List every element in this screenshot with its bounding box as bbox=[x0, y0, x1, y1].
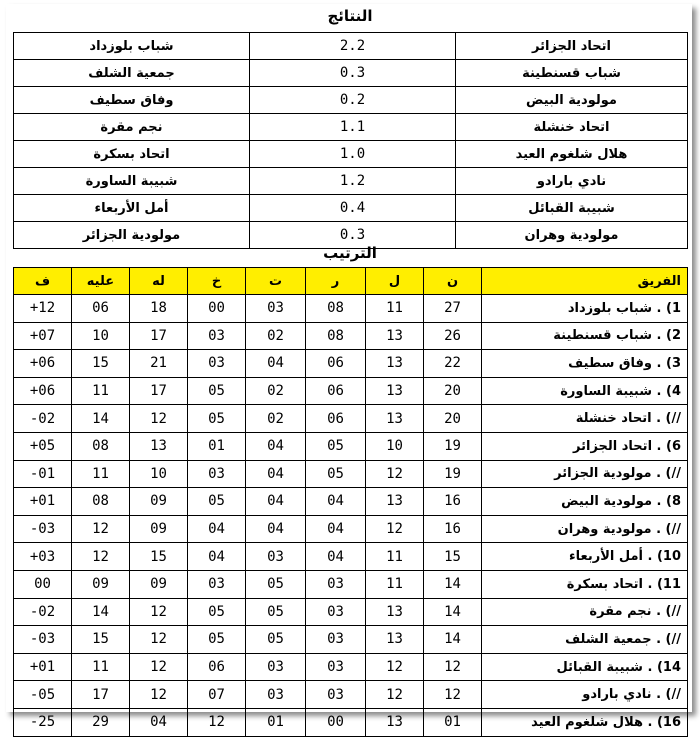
won: 05 bbox=[306, 460, 366, 488]
result-row bbox=[14, 87, 688, 114]
team-name: 8) . مولودية البيض bbox=[482, 488, 688, 516]
won: 03 bbox=[306, 681, 366, 709]
result-row bbox=[14, 141, 688, 168]
team-name: //) . نجم مقرة bbox=[482, 598, 688, 626]
standings-header-row bbox=[14, 268, 688, 295]
played: 11 bbox=[366, 570, 424, 598]
lost: 05 bbox=[188, 626, 246, 654]
header-diff: ف bbox=[14, 268, 72, 295]
goals-against: 11 bbox=[72, 377, 130, 405]
goals-for: 17 bbox=[130, 377, 188, 405]
home-team: اتحاد خنشلة bbox=[456, 114, 688, 141]
header-lost: خ bbox=[188, 268, 246, 295]
lost: 05 bbox=[188, 377, 246, 405]
goals-for: 18 bbox=[130, 295, 188, 323]
result-row bbox=[14, 33, 688, 60]
goals-for: 09 bbox=[130, 570, 188, 598]
draw: 02 bbox=[246, 322, 306, 350]
team-name: 3) . وفاق سطيف bbox=[482, 350, 688, 378]
points: 26 bbox=[424, 322, 482, 350]
team-name: 1) . شباب بلوزداد bbox=[482, 295, 688, 323]
result-row bbox=[14, 195, 688, 222]
draw: 01 bbox=[246, 708, 306, 736]
standings-row bbox=[14, 350, 688, 378]
result-row bbox=[14, 168, 688, 195]
goals-for: 12 bbox=[130, 653, 188, 681]
team-name: 6) . اتحاد الجزائر bbox=[482, 432, 688, 460]
home-team: اتحاد الجزائر bbox=[456, 33, 688, 60]
standings-row bbox=[14, 598, 688, 626]
draw: 02 bbox=[246, 377, 306, 405]
lost: 05 bbox=[188, 488, 246, 516]
goal-difference: -03 bbox=[14, 515, 72, 543]
points: 12 bbox=[424, 681, 482, 709]
lost: 04 bbox=[188, 515, 246, 543]
draw: 04 bbox=[246, 488, 306, 516]
home-team: مولودية وهران bbox=[456, 222, 688, 249]
points: 16 bbox=[424, 515, 482, 543]
goal-difference: -02 bbox=[14, 405, 72, 433]
played: 13 bbox=[366, 350, 424, 378]
won: 06 bbox=[306, 405, 366, 433]
draw: 04 bbox=[246, 350, 306, 378]
away-team: شباب بلوزداد bbox=[14, 33, 250, 60]
score: 0.3 bbox=[250, 60, 456, 87]
standings-row bbox=[14, 405, 688, 433]
goal-difference: +07 bbox=[14, 322, 72, 350]
goals-against: 14 bbox=[72, 598, 130, 626]
draw: 03 bbox=[246, 543, 306, 571]
standings-row bbox=[14, 626, 688, 654]
lost: 12 bbox=[188, 708, 246, 736]
goal-difference: +05 bbox=[14, 432, 72, 460]
goals-against: 14 bbox=[72, 405, 130, 433]
away-team: نجم مقرة bbox=[14, 114, 250, 141]
standings-row bbox=[14, 681, 688, 709]
score: 1.1 bbox=[250, 114, 456, 141]
home-team: شبيبة القبائل bbox=[456, 195, 688, 222]
goals-against: 12 bbox=[72, 515, 130, 543]
goals-for: 12 bbox=[130, 681, 188, 709]
played: 11 bbox=[366, 543, 424, 571]
goals-against: 08 bbox=[72, 488, 130, 516]
goals-against: 08 bbox=[72, 432, 130, 460]
score: 0.2 bbox=[250, 87, 456, 114]
lost: 06 bbox=[188, 653, 246, 681]
played: 13 bbox=[366, 377, 424, 405]
played: 13 bbox=[366, 322, 424, 350]
played: 13 bbox=[366, 708, 424, 736]
goals-for: 09 bbox=[130, 515, 188, 543]
draw: 03 bbox=[246, 295, 306, 323]
points: 01 bbox=[424, 708, 482, 736]
goals-for: 12 bbox=[130, 405, 188, 433]
played: 12 bbox=[366, 460, 424, 488]
won: 03 bbox=[306, 653, 366, 681]
points: 16 bbox=[424, 488, 482, 516]
draw: 05 bbox=[246, 598, 306, 626]
goals-for: 04 bbox=[130, 708, 188, 736]
lost: 07 bbox=[188, 681, 246, 709]
goals-for: 12 bbox=[130, 626, 188, 654]
result-row bbox=[14, 60, 688, 87]
goals-against: 17 bbox=[72, 681, 130, 709]
won: 04 bbox=[306, 543, 366, 571]
standings-table bbox=[13, 267, 688, 737]
played: 12 bbox=[366, 515, 424, 543]
lost: 03 bbox=[188, 460, 246, 488]
points: 19 bbox=[424, 432, 482, 460]
team-name: 16) . هلال شلغوم العيد bbox=[482, 708, 688, 736]
goals-against: 29 bbox=[72, 708, 130, 736]
standings-row bbox=[14, 570, 688, 598]
played: 13 bbox=[366, 626, 424, 654]
draw: 03 bbox=[246, 681, 306, 709]
goals-for: 09 bbox=[130, 488, 188, 516]
goal-difference: +01 bbox=[14, 488, 72, 516]
lost: 04 bbox=[188, 543, 246, 571]
results-table bbox=[13, 32, 688, 249]
draw: 05 bbox=[246, 570, 306, 598]
standings-row bbox=[14, 653, 688, 681]
standings-row bbox=[14, 295, 688, 323]
lost: 03 bbox=[188, 570, 246, 598]
header-team: الفريق bbox=[482, 268, 688, 295]
lost: 03 bbox=[188, 322, 246, 350]
won: 04 bbox=[306, 515, 366, 543]
standings-row bbox=[14, 322, 688, 350]
points: 12 bbox=[424, 653, 482, 681]
lost: 01 bbox=[188, 432, 246, 460]
standings-row bbox=[14, 460, 688, 488]
goals-for: 21 bbox=[130, 350, 188, 378]
played: 10 bbox=[366, 432, 424, 460]
home-team: نادي بارادو bbox=[456, 168, 688, 195]
home-team: هلال شلغوم العيد bbox=[456, 141, 688, 168]
won: 00 bbox=[306, 708, 366, 736]
header-against: عليه bbox=[72, 268, 130, 295]
team-name: //) . اتحاد خنشلة bbox=[482, 405, 688, 433]
played: 13 bbox=[366, 405, 424, 433]
team-name: //) . مولودية الجزائر bbox=[482, 460, 688, 488]
points: 20 bbox=[424, 405, 482, 433]
away-team: وفاق سطيف bbox=[14, 87, 250, 114]
won: 08 bbox=[306, 295, 366, 323]
score: 0.3 bbox=[250, 222, 456, 249]
goal-difference: 00 bbox=[14, 570, 72, 598]
header-points: ن bbox=[424, 268, 482, 295]
won: 03 bbox=[306, 626, 366, 654]
won: 03 bbox=[306, 598, 366, 626]
goals-for: 17 bbox=[130, 322, 188, 350]
won: 08 bbox=[306, 322, 366, 350]
played: 12 bbox=[366, 681, 424, 709]
result-row bbox=[14, 114, 688, 141]
goal-difference: +12 bbox=[14, 295, 72, 323]
goals-against: 11 bbox=[72, 653, 130, 681]
points: 19 bbox=[424, 460, 482, 488]
draw: 04 bbox=[246, 432, 306, 460]
goal-difference: -03 bbox=[14, 626, 72, 654]
draw: 03 bbox=[246, 653, 306, 681]
goal-difference: +06 bbox=[14, 377, 72, 405]
header-played: ل bbox=[366, 268, 424, 295]
won: 06 bbox=[306, 377, 366, 405]
score: 0.4 bbox=[250, 195, 456, 222]
home-team: شباب قسنطينة bbox=[456, 60, 688, 87]
draw: 05 bbox=[246, 626, 306, 654]
goals-against: 12 bbox=[72, 543, 130, 571]
played: 13 bbox=[366, 488, 424, 516]
standings-row bbox=[14, 488, 688, 516]
goals-against: 15 bbox=[72, 350, 130, 378]
standings-row bbox=[14, 432, 688, 460]
team-name: //) . مولودية وهران bbox=[482, 515, 688, 543]
lost: 05 bbox=[188, 598, 246, 626]
draw: 02 bbox=[246, 405, 306, 433]
team-name: //) . نادي بارادو bbox=[482, 681, 688, 709]
goal-difference: +06 bbox=[14, 350, 72, 378]
team-name: 11) . اتحاد بسكرة bbox=[482, 570, 688, 598]
goal-difference: +01 bbox=[14, 653, 72, 681]
team-name: //) . جمعية الشلف bbox=[482, 626, 688, 654]
won: 06 bbox=[306, 350, 366, 378]
header-for: له bbox=[130, 268, 188, 295]
standings-row bbox=[14, 708, 688, 736]
played: 11 bbox=[366, 295, 424, 323]
team-name: 2) . شباب قسنطينة bbox=[482, 322, 688, 350]
away-team: أمل الأربعاء bbox=[14, 195, 250, 222]
goals-for: 10 bbox=[130, 460, 188, 488]
points: 20 bbox=[424, 377, 482, 405]
won: 04 bbox=[306, 488, 366, 516]
goal-difference: -02 bbox=[14, 598, 72, 626]
away-team: اتحاد بسكرة bbox=[14, 141, 250, 168]
goals-for: 12 bbox=[130, 598, 188, 626]
away-team: جمعية الشلف bbox=[14, 60, 250, 87]
header-won: ر bbox=[306, 268, 366, 295]
goal-difference: +03 bbox=[14, 543, 72, 571]
team-name: 14) . شبيبة القبائل bbox=[482, 653, 688, 681]
played: 12 bbox=[366, 653, 424, 681]
goals-against: 10 bbox=[72, 322, 130, 350]
lost: 00 bbox=[188, 295, 246, 323]
home-team: مولودية البيض bbox=[456, 87, 688, 114]
away-team: شبيبة الساورة bbox=[14, 168, 250, 195]
score: 1.0 bbox=[250, 141, 456, 168]
goal-difference: -01 bbox=[14, 460, 72, 488]
points: 22 bbox=[424, 350, 482, 378]
team-name: 10) . أمل الأربعاء bbox=[482, 543, 688, 571]
header-draw: ت bbox=[246, 268, 306, 295]
goals-against: 06 bbox=[72, 295, 130, 323]
points: 14 bbox=[424, 570, 482, 598]
goals-for: 15 bbox=[130, 543, 188, 571]
standings-row bbox=[14, 515, 688, 543]
goal-difference: -25 bbox=[14, 708, 72, 736]
points: 14 bbox=[424, 598, 482, 626]
won: 03 bbox=[306, 570, 366, 598]
results-title: النتائج bbox=[327, 7, 373, 25]
lost: 03 bbox=[188, 350, 246, 378]
score: 2.2 bbox=[250, 33, 456, 60]
standings-row bbox=[14, 377, 688, 405]
goals-against: 15 bbox=[72, 626, 130, 654]
points: 27 bbox=[424, 295, 482, 323]
goals-against: 11 bbox=[72, 460, 130, 488]
draw: 04 bbox=[246, 515, 306, 543]
draw: 04 bbox=[246, 460, 306, 488]
score: 1.2 bbox=[250, 168, 456, 195]
won: 05 bbox=[306, 432, 366, 460]
team-name: 4) . شبيبة الساورة bbox=[482, 377, 688, 405]
lost: 05 bbox=[188, 405, 246, 433]
goal-difference: -05 bbox=[14, 681, 72, 709]
played: 13 bbox=[366, 598, 424, 626]
standings-row bbox=[14, 543, 688, 571]
goals-against: 09 bbox=[72, 570, 130, 598]
points: 15 bbox=[424, 543, 482, 571]
standings-title: الترتيب bbox=[323, 244, 377, 262]
away-team: مولودية الجزائر bbox=[14, 222, 250, 249]
goals-for: 13 bbox=[130, 432, 188, 460]
points: 14 bbox=[424, 626, 482, 654]
